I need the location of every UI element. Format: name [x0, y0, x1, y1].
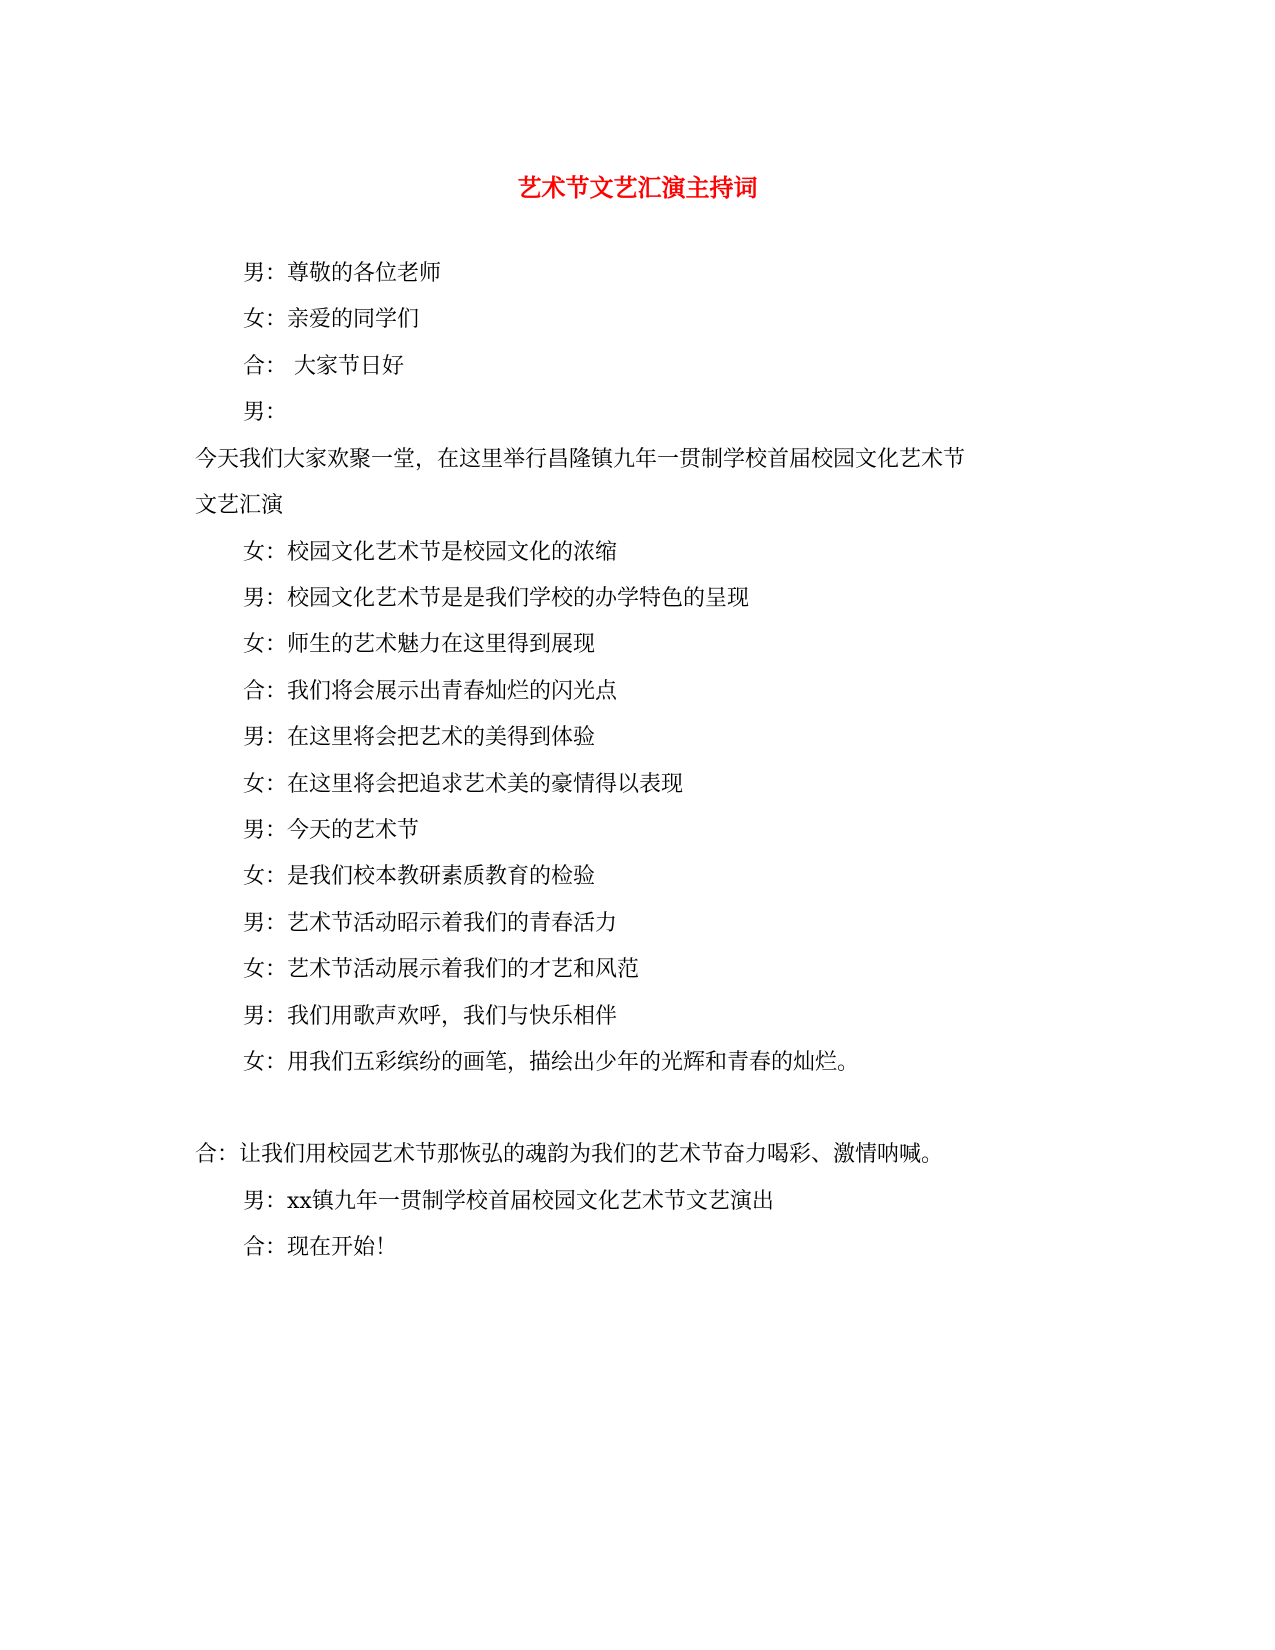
dialogue-line: 男： [243, 400, 288, 425]
dialogue-line: 男：我们用歌声欢呼，我们与快乐相伴 [243, 1004, 618, 1029]
dialogue-line: 女：在这里将会把追求艺术美的豪情得以表现 [243, 772, 684, 797]
dialogue-line: 男：校园文化艺术节是是我们学校的办学特色的呈现 [243, 586, 750, 611]
dialogue-line: 男：今天的艺术节 [243, 818, 420, 843]
dialogue-line: 今天我们大家欢聚一堂，在这里举行昌隆镇九年一贯制学校首届校园文化艺术节 [195, 447, 966, 472]
dialogue-line: 女：是我们校本教研素质教育的检验 [243, 864, 596, 889]
dialogue-line: 合：让我们用校园艺术节那恢弘的魂韵为我们的艺术节奋力喝彩、激情呐喊。 [195, 1142, 944, 1167]
dialogue-line: 女：用我们五彩缤纷的画笔，描绘出少年的光辉和青春的灿烂。 [243, 1050, 860, 1075]
dialogue-line: 文艺汇演 [195, 493, 284, 518]
dialogue-line: 女：亲爱的同学们 [243, 307, 420, 332]
page-title: 艺术节文艺汇演主持词 [517, 173, 758, 202]
dialogue-line: 男：在这里将会把艺术的美得到体验 [243, 725, 596, 750]
dialogue-line: 女：艺术节活动展示着我们的才艺和风范 [243, 957, 640, 982]
dialogue-line: 女：校园文化艺术节是校园文化的浓缩 [243, 540, 618, 565]
dialogue-line: 男：艺术节活动昭示着我们的青春活力 [243, 911, 618, 936]
dialogue-line: 合： 大家节日好 [243, 354, 404, 379]
dialogue-line: 男：xx镇九年一贯制学校首届校园文化艺术节文艺演出 [243, 1189, 774, 1214]
dialogue-line: 合：现在开始！ [243, 1235, 398, 1260]
dialogue-line: 男：尊敬的各位老师 [243, 261, 442, 286]
dialogue-line: 女：师生的艺术魅力在这里得到展现 [243, 632, 596, 657]
dialogue-line: 合：我们将会展示出青春灿烂的闪光点 [243, 679, 618, 704]
